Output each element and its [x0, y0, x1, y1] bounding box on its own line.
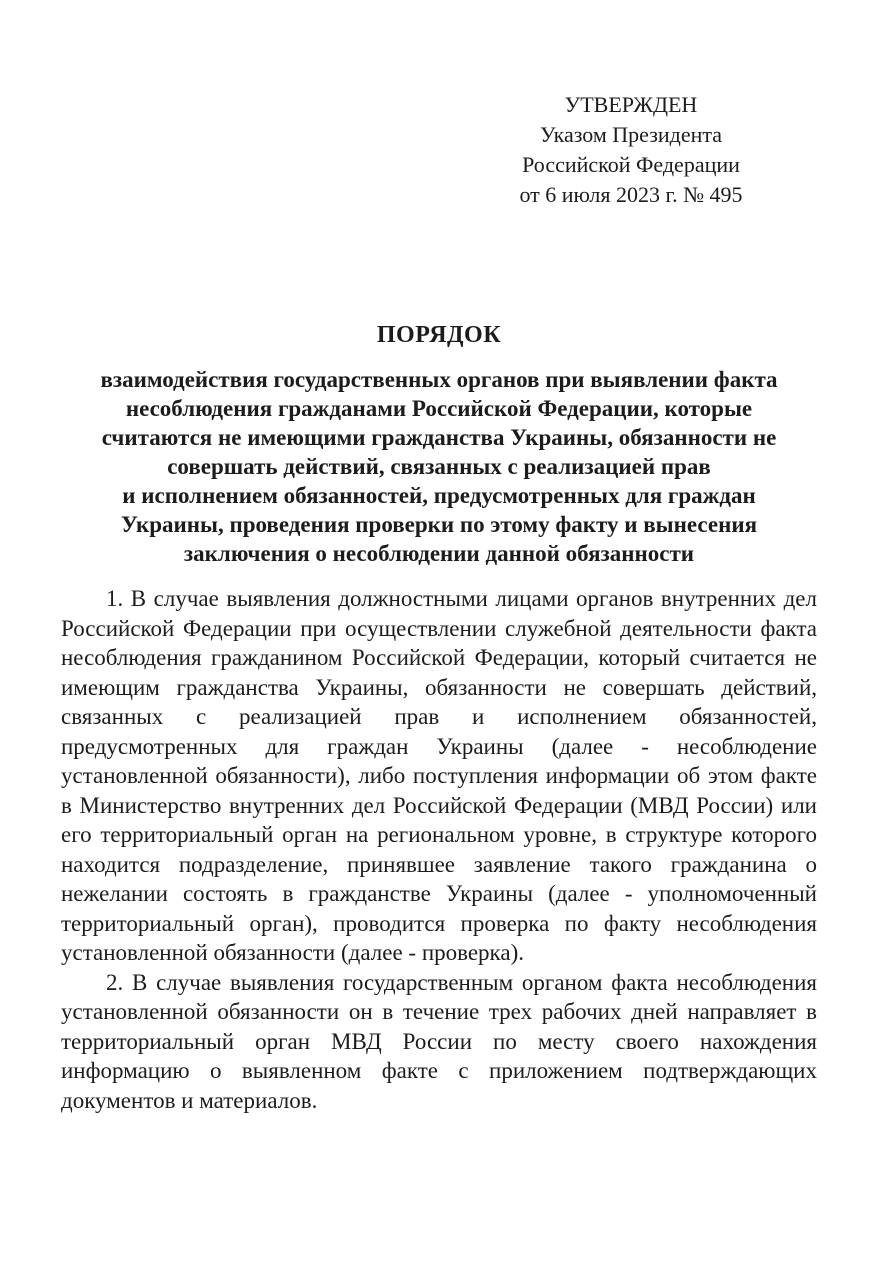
approval-line: Российской Федерации — [522, 152, 740, 177]
approval-line: Указом Президента — [539, 122, 723, 147]
body-paragraph-1: 1. В случае выявления должностными лицами органов внутренних дел Российской Федерации при осуществлении служебной деятельности факта несоблюдения гражданином Российской Федерации, который считается не имеющим гражданства Украины, обязанности не совершать действий, связанных с реализацией прав и исполнением обязанностей, предусмотренных для граждан Украины (далее - несоблюдение установленной обязанности), либо поступления информации об этом факте в Министерство внутренних дел Российской Федерации (МВД России) или его территориальный орган на региональном уровне, в структуре которого находится подразделение, принявшее заявление такого гражданина о нежелании состоять в гражданстве Украины (далее - уполномоченный территориальный орган), проводится проверка по факту несоблюдения установленной обязанности (далее - проверка). — [61, 586, 817, 965]
document-body — [61, 584, 817, 1115]
subtitle-line: взаимодействия государственных органов при выявлении факта — [100, 367, 778, 392]
subtitle-line: совершать действий, связанных с реализацией прав — [167, 454, 711, 479]
subtitle-line: считаются не имеющими гражданства Украины, обязанности не — [101, 425, 777, 450]
approval-stamp-block — [498, 90, 764, 210]
document-subtitle — [62, 365, 816, 568]
approval-line: от 6 июля 2023 г. № 495 — [519, 182, 743, 207]
subtitle-line: Украины, проведения проверки по этому факту и вынесения — [120, 512, 758, 537]
subtitle-line: несоблюдения гражданами Российской Федерации, которые — [125, 396, 753, 421]
subtitle-line: заключения о несоблюдении данной обязанности — [183, 541, 695, 566]
body-paragraph-2: 2. В случае выявления государственным органом факта несоблюдения установленной обязанности он в течение трех рабочих дней направляет в территориальный орган МВД России по месту своего нахождения информацию о выявленном факте с приложением подтверждающих документов и материалов. — [61, 969, 817, 1113]
document-title: ПОРЯДОК — [376, 322, 502, 348]
approval-line: УТВЕРЖДЕН — [564, 92, 698, 117]
subtitle-line: и исполнением обязанностей, предусмотренных для граждан — [122, 483, 756, 508]
